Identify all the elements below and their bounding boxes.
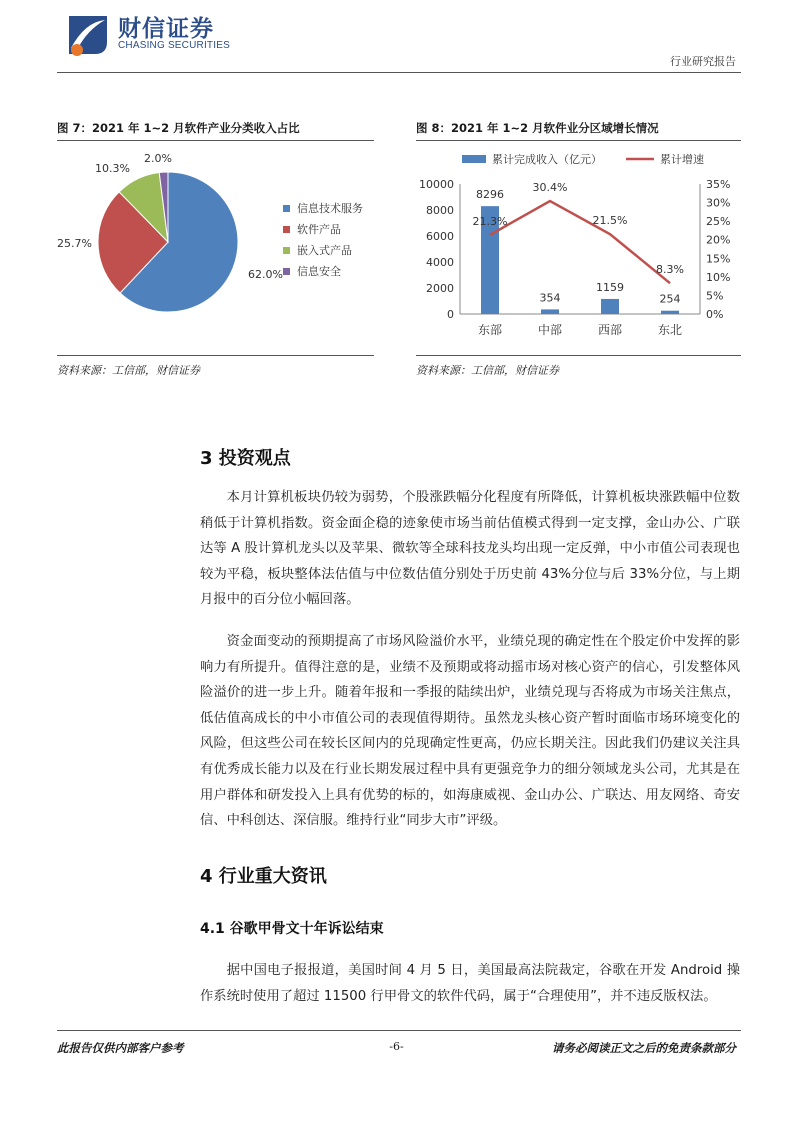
legend-line-label: 累计增速	[660, 153, 704, 166]
figure7-title: 图 7：2021 年 1~2 月软件产业分类收入占比	[57, 121, 300, 135]
right-tick-label: 5%	[706, 289, 724, 303]
section4-1-title: 4.1 谷歌甲骨文十年诉讼结束	[200, 921, 384, 937]
pie-label-3: 10.3%	[95, 162, 130, 175]
bar-value-label: 354	[539, 291, 561, 305]
legend-swatch-3	[283, 247, 290, 254]
pie-label-4: 2.0%	[144, 152, 172, 165]
growth-line	[490, 201, 670, 283]
figure8-source: 资料来源：工信部，财信证券	[416, 364, 559, 377]
x-category-label: 东部	[477, 323, 503, 337]
company-logo-icon	[65, 12, 111, 56]
section4-body	[200, 958, 740, 1009]
legend-label-2: 软件产品	[297, 223, 341, 236]
line-value-label: 30.4%	[532, 181, 568, 195]
figure7-bottom-rule	[57, 355, 374, 356]
line-value-label: 21.3%	[472, 214, 508, 228]
brand-name-en: CHASING SECURITIES	[118, 40, 230, 51]
pie-label-2: 25.7%	[57, 237, 92, 250]
x-category-label: 东北	[657, 323, 683, 337]
bar-value-label: 8296	[476, 188, 504, 202]
document-type: 行业研究报告	[670, 55, 736, 68]
left-tick-label: 6000	[426, 230, 454, 243]
bar-3	[601, 299, 619, 314]
right-tick-label: 35%	[706, 178, 731, 191]
line-value-label: 8.3%	[656, 263, 684, 277]
bar-line-chart	[410, 142, 750, 352]
right-tick-label: 0%	[706, 308, 724, 321]
bar-2	[541, 309, 559, 314]
figure7-source: 资料来源：工信部，财信证券	[57, 364, 200, 377]
left-tick-label: 10000	[419, 178, 454, 191]
left-tick-label: 8000	[426, 204, 454, 217]
x-category-label: 西部	[597, 323, 623, 337]
section4-paragraph-1: 据中国电子报报道，美国时间 4 月 5 日，美国最高法院裁定，谷歌在开发 Android 操作系统时使用了超过 11500 行甲骨文的软件代码，属于“合理使用”，并不违反版权法。	[200, 963, 740, 1004]
bar-value-label: 254	[659, 292, 681, 306]
brand-name-cn: 财信证券	[118, 16, 214, 42]
right-tick-label: 20%	[706, 233, 731, 247]
section3-paragraph-2: 资金面变动的预期提高了市场风险溢价水平，业绩兑现的确定性在个股定价中发挥的影响力有所提升。值得注意的是，业绩不及预期或将动摇市场对核心资产的信心，引发整体风险溢价的进一步上升。随着年报和一季报的陆续出炉，业绩兑现与否将成为市场关注焦点，低估值高成长的中小市值公司的表现值得期待。虽然龙头核心资产暂时面临市场环境变化的风险，但这些公司在较长区间内的兑现确定性更高，仍应长期关注。因此我们仍建议关注具有优秀成长能力以及在行业长期发展过程中具有更强竞争力的细分领域龙头公司，尤其是在用户群体和研发投入上具有优势的标的，如海康威视、金山办公、广联达、用友网络、奇安信、中科创达、深信服。维持行业“同步大市”评级。	[200, 633, 740, 829]
x-category-label: 中部	[537, 323, 563, 337]
figure8-bottom-rule	[416, 355, 741, 356]
right-tick-label: 25%	[706, 215, 731, 229]
legend-swatch-1	[283, 205, 290, 212]
legend-swatch-4	[283, 268, 290, 275]
section4-title: 4 行业重大资讯	[200, 866, 327, 887]
legend-label-3: 嵌入式产品	[297, 244, 352, 257]
left-tick-label: 2000	[426, 282, 454, 295]
header-divider	[57, 72, 741, 73]
right-tick-label: 15%	[706, 252, 731, 266]
legend-label-4: 信息安全	[297, 265, 341, 278]
left-tick-label: 0	[447, 308, 454, 321]
section3-body	[200, 485, 740, 834]
figure8-title: 图 8：2021 年 1~2 月软件业分区域增长情况	[416, 121, 659, 135]
pie-label-1: 62.0%	[248, 268, 283, 281]
footer-notice: 请务必阅读正文之后的免责条款部分	[552, 1041, 736, 1055]
footer-disclaimer: 此报告仅供内部客户参考	[57, 1041, 184, 1055]
right-tick-label: 10%	[706, 270, 731, 284]
legend-bar-label: 累计完成收入（亿元）	[492, 153, 602, 166]
section3-title: 3 投资观点	[200, 448, 291, 469]
right-tick-label: 30%	[706, 196, 731, 210]
section3-paragraph-1: 本月计算机板块仍较为弱势，个股涨跌幅分化程度有所降低，计算机板块涨跌幅中位数稍低于计算机指数。资金面企稳的迹象使市场当前估值模式得到一定支撑，金山办公、广联达等 A 股计算机龙头以及苹果、微软等全球科技龙头均出现一定反弹，中小市值公司表现也较为平稳，板块整体法估值与中位数估值分别处于历史前 43%分位与后 33%分位，与上期月报中的百分位小幅回落。	[200, 490, 740, 608]
legend-bar-swatch	[462, 155, 486, 163]
figure7-top-rule	[57, 140, 374, 141]
bar-4	[661, 311, 679, 314]
bar-value-label: 1159	[596, 280, 624, 294]
footer-divider	[57, 1030, 741, 1031]
legend-label-1: 信息技术服务	[297, 202, 363, 215]
left-tick-label: 4000	[426, 256, 454, 269]
legend-swatch-2	[283, 226, 290, 233]
line-value-label: 21.5%	[592, 214, 628, 228]
figure8-top-rule	[416, 140, 741, 141]
page-number: -6-	[389, 1040, 404, 1053]
pie-chart	[57, 142, 387, 352]
